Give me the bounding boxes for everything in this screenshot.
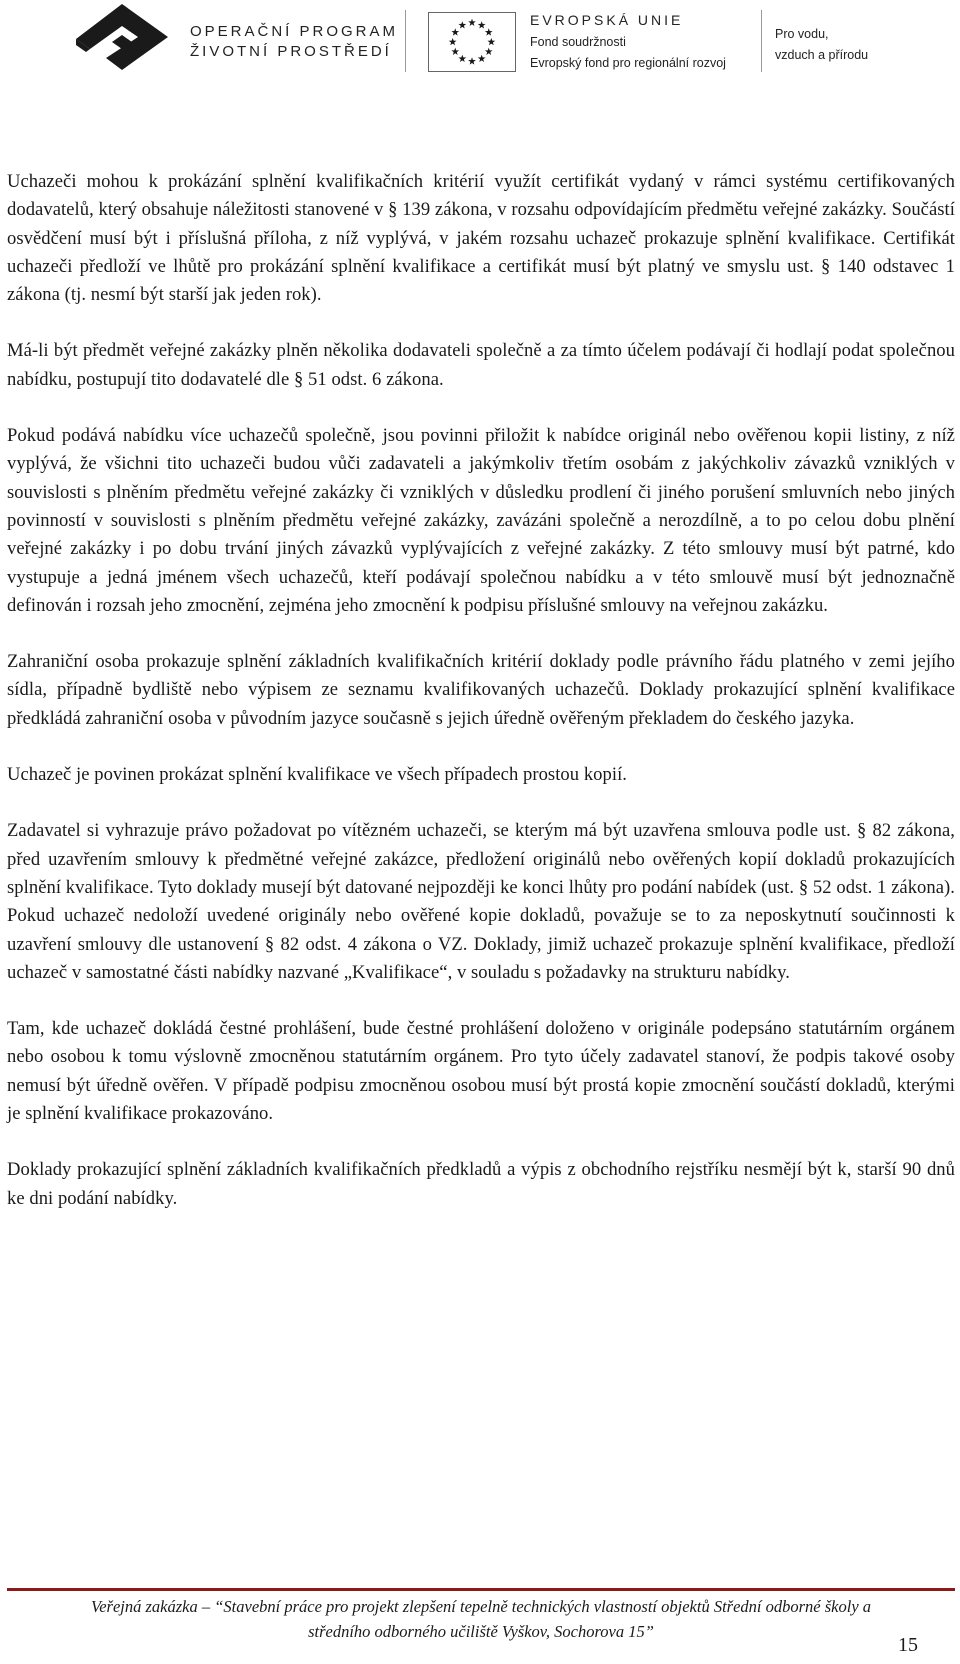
paragraph-certificate: Uchazeči mohou k prokázání splnění kvalifikačních kritérií využít certifikát vydaný v rámci systému certifikovaných dodavatelů, který obsahuje náležitosti stanovené v § 139 zákona, v rozsahu odpovídajícím předmětu veřejné zakázky. Součástí osvědčení musí být i příslušná příloha, z níž vyplývá, v jakém rozsahu uchazeč prokazuje splnění kvalifikace. Certifikát uchazeči předloží ve lhůtě pro prokázání splnění kvalifikace a certifikát musí být platný ve smyslu ust. § 140 odstavec 1 zákona (tj. nesmí být starší jak jeden rok). [7,171,955,306]
paragraph-simple-copy: Uchazeč je povinen prokázat splnění kvalifikace ve všech případech prostou kopií. [7,764,627,786]
footer-line2: středního odborného učiliště Vyškov, Sochorova 15” [308,1622,654,1641]
eu-flag-icon [428,12,516,72]
paragraph-joint-liability: Pokud podává nabídku více uchazečů společně, jsou povinni přiložit k nabídce originál nebo ověřenou kopii listiny, z níž vyplývá, že všichni tito uchazeči budou vůči zadavateli a jakýmkoliv třetím osobám z jakýchkoliv závazků vzniklých v souvislosti s plněním předmětu veřejné zakázky či vzniklých v důsledku prodlení či jiného porušení smluvních nebo jiných povinností v souvislosti s plněním předmětu veřejné zakázky, zavázáni společně a nerozdílně, a to po celou dobu plnění veřejné zakázky i po dobu trvání jiných závazků vyplývajících z veřejné zakázky. Z této smlouvy musí být patrné, kdo vystupuje a jedná jménem všech uchazečů, kteří podávají společnou nabídku a v této smlouvě musí být jednoznačně definován i rozsah jeho zmocnění, zejména jeho zmocnění k podpisu příslušné smlouvy na veřejnou zakázku. [7,425,955,616]
page-header [0,0,960,80]
header-divider [761,10,762,72]
document-body [7,168,955,1241]
operacni-program-logo-icon [76,2,168,72]
eu-fund-regional: Evropský fond pro regionální rozvoj [530,56,726,70]
paragraph-affidavit: Tam, kde uchazeč dokládá čestné prohlášení, bude čestné prohlášení doloženo v originále podepsáno statutárním orgánem nebo osobou k tomu výslovně zmocněnou statutárním orgánem. Pro tyto účely zadavatel stanoví, že podpis takové osoby nemusí být úředně ověřen. V případě podpisu zmocněnou osobou musí být prostá kopie zmocnění součástí dokladů, kterými je splnění kvalifikace prokazováno. [7,1018,955,1125]
motto-line1: Pro vodu, [775,27,829,41]
eu-title: EVROPSKÁ UNIE [530,12,684,28]
op-name-line2: ŽIVOTNÍ PROSTŘEDÍ [190,43,392,60]
eu-funds-block [530,11,726,74]
paragraph-originals-request: Zadavatel si vyhrazuje právo požadovat po vítězném uchazeči, se kterým má být uzavřena smlouva podle ust. § 82 zákona, před uzavřením smlouvy k předmětné veřejné zakázce, předložení originálů nebo ověřených kopií dokladů prokazujících splnění kvalifikace. Tyto doklady musejí být datované nejpozději ke konci lhůty pro podání nabídek (ust. § 52 odst. 1 zákona). Pokud uchazeč nedoloží uvedené originály nebo ověřené kopie dokladů, považuje se to za neposkytnutí součinnosti k uzavření smlouvy dle ustanovení § 82 odst. 4 zákona o VZ. Doklady, jimiž uchazeč prokazuje splnění kvalifikace, předloží uchazeč v samostatné části nabídky nazvané „Kvalifikace“, v souladu s požadavky na strukturu nabídky. [7,820,955,983]
paragraph-foreign-entity: Zahraniční osoba prokazuje splnění základních kvalifikačních kritérií doklady podle právního řádu platného v zemi jejího sídla, případně bydliště nebo výpisem ze seznamu kvalifikovaných uchazečů. Doklady prokazující splnění kvalifikace předkládá zahraniční osoba v původním jazyce současně s jejich úředně ověřeným překladem do českého jazyka. [7,651,955,729]
header-divider [405,10,406,72]
footer-contract-title [7,1594,955,1644]
op-name-line1: OPERAČNÍ PROGRAM [190,23,399,40]
op-program-name [190,22,398,62]
page-number: 15 [898,1634,918,1656]
eu-fund-cohesion: Fond soudržnosti [530,35,626,49]
footer-divider [7,1588,955,1591]
paragraph-joint-bid: Má-li být předmět veřejné zakázky plněn několika dodavateli společně a za tímto účelem podávají či hodlají podat společnou nabídku, postupují tito dodavatelé dle § 51 odst. 6 zákona. [7,340,955,390]
motto-line2: vzduch a přírodu [775,48,869,62]
motto [775,24,868,66]
paragraph-document-age: Doklady prokazující splnění základních kvalifikačních předkladů a výpis z obchodního rejstříku nesmějí být k, starší 90 dnů ke dni podání nabídky. [7,1159,955,1209]
footer-line1: Veřejná zakázka – “Stavební práce pro projekt zlepšení tepelně technických vlastností objektů Střední odborné školy a [90,1597,872,1616]
